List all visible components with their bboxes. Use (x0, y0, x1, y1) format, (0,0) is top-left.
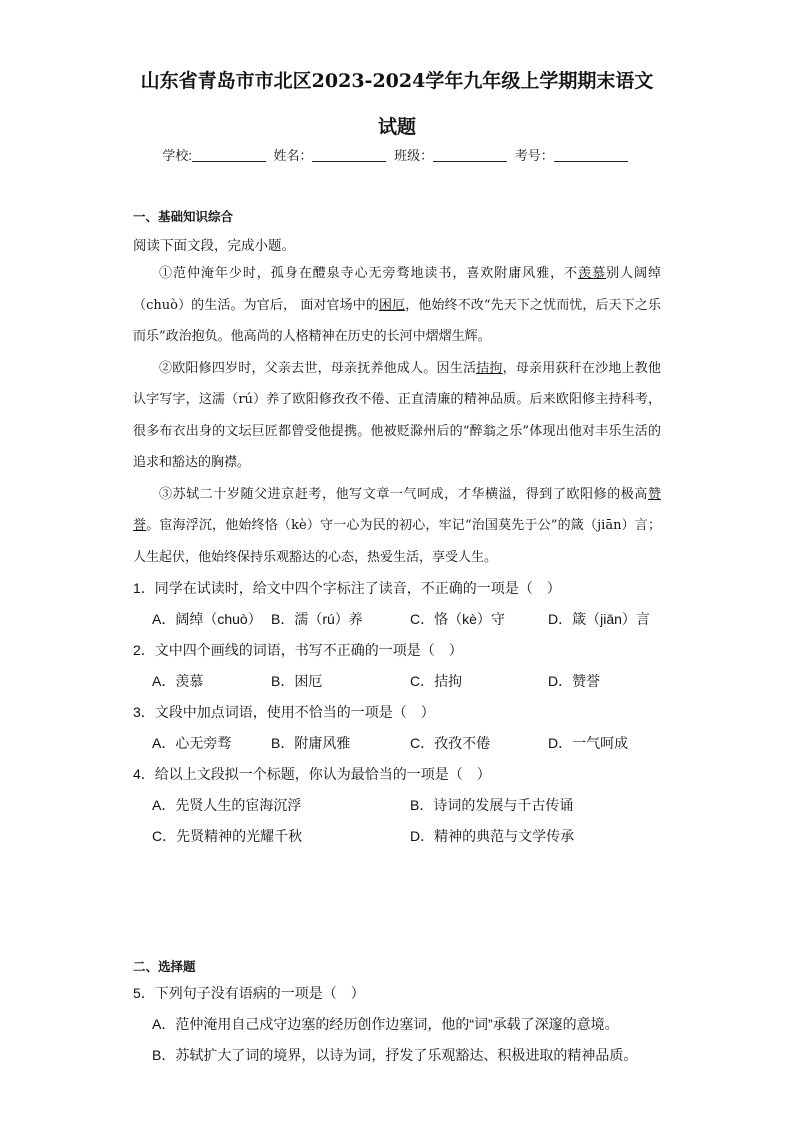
q1-option-a[interactable]: A．阔绰（chuò） (152, 611, 262, 627)
q1-option-c[interactable]: C．恪（kè）守 (410, 611, 505, 627)
q4-option-b[interactable]: B．诗词的发展与千古传诵 (410, 797, 574, 813)
q1-option-d[interactable]: D．箴（jiān）言 (548, 611, 650, 627)
section1-heading: 一、基础知识综合 (133, 209, 234, 224)
section2-heading: 二、选择题 (133, 959, 196, 974)
question-1-stem: 1．同学在试读时，给文中四个字标注了读音，不正确的一项是（ ） (133, 580, 561, 596)
section1-instruction: 阅读下面文段，完成小题。 (133, 238, 295, 253)
reading-passage (133, 258, 661, 573)
school-blank (192, 147, 266, 162)
class-label: 班级： (394, 148, 434, 163)
name-label: 姓名： (273, 148, 313, 163)
q2-option-d[interactable]: D．赞誉 (548, 673, 601, 689)
question-2-stem: 2．文中四个画线的词语，书写不正确的一项是（ ） (133, 642, 463, 658)
q4-option-d[interactable]: D．精神的典范与文学传承 (410, 828, 575, 844)
exam-no-blank (554, 147, 628, 162)
passage-paragraph-3: ③苏轼二十岁随父进京赶考，他写文章一气呵成，才华横溢，得到了欧阳修的极高赞誉。宦海浮沉，他始终恪（kè）守一心为民的初心，牢记“治国莫先于公”的箴（jiān）言；人生起伏，他始终保持乐观豁达的心态，热爱生活，享受人生。 (133, 486, 661, 565)
question-4-stem: 4．给以上文段拟一个标题，你认为最恰当的一项是（ ） (133, 766, 491, 782)
q3-option-c[interactable]: C．孜孜不倦 (410, 735, 491, 751)
class-blank (433, 147, 507, 162)
q5-option-a[interactable]: A．范仲淹用自己戍守边塞的经历创作边塞词，他的“词”承载了深邃的意境。 (152, 1016, 619, 1032)
q4-option-c[interactable]: C．先贤精神的光耀千秋 (152, 828, 303, 844)
q3-option-d[interactable]: D．一气呵成 (548, 735, 629, 751)
q5-option-b[interactable]: B．苏轼扩大了词的境界，以诗为词，抒发了乐观豁达、积极进取的精神品质。 (152, 1047, 638, 1063)
passage-paragraph-1: ①范仲淹年少时，孤身在醴泉寺心无旁骛地读书，喜欢附庸风雅，不羡慕别人阔绰（chuò）的生活。为官后， 面对官场中的困厄，他始终不改“先天下之忧而忧，后天下之乐而乐”政治抱负。他高尚的人格精神在历史的长河中熠熠生辉。 (133, 266, 661, 344)
school-label: 学校: (162, 148, 192, 163)
exam-no-label: 考号： (514, 148, 554, 163)
exam-title-line1: 山东省青岛市市北区2023-2024学年九年级上学期期末语文 (140, 70, 654, 92)
q2-option-b[interactable]: B．困厄 (271, 673, 323, 689)
q2-option-a[interactable]: A．羡慕 (152, 673, 204, 689)
exam-title-line2: 试题 (377, 116, 416, 138)
passage-paragraph-2: ②欧阳修四岁时，父亲去世，母亲抚养他成人。因生活拮拘，母亲用荻秆在沙地上教他认字写字，这濡（rú）养了欧阳修孜孜不倦、正直清廉的精神品质。后来欧阳修主持科考，很多布衣出身的文坛巨匠都曾受他提携。他被贬滁州后的“醉翁之乐”体现出他对丰乐生活的追求和豁达的胸襟。 (133, 360, 661, 470)
question-5-stem: 5．下列句子没有语病的一项是（ ） (133, 985, 365, 1001)
name-blank (312, 147, 386, 162)
q1-option-b[interactable]: B．濡（rú）养 (271, 611, 363, 627)
q3-option-a[interactable]: A．心无旁骛 (152, 735, 232, 751)
q3-option-b[interactable]: B．附庸风雅 (271, 735, 351, 751)
q4-option-a[interactable]: A．先贤人生的宦海沉浮 (152, 797, 302, 813)
underlined-word: 赞誉 (133, 486, 661, 533)
question-3-stem: 3．文段中加点词语，使用不恰当的一项是（ ） (133, 704, 435, 720)
student-info-row (0, 145, 794, 164)
underlined-word: 羡慕 (578, 266, 607, 281)
underlined-word: 拮拘 (476, 360, 503, 376)
q2-option-c[interactable]: C．拮拘 (410, 673, 463, 689)
underlined-word: 困厄 (378, 297, 406, 313)
